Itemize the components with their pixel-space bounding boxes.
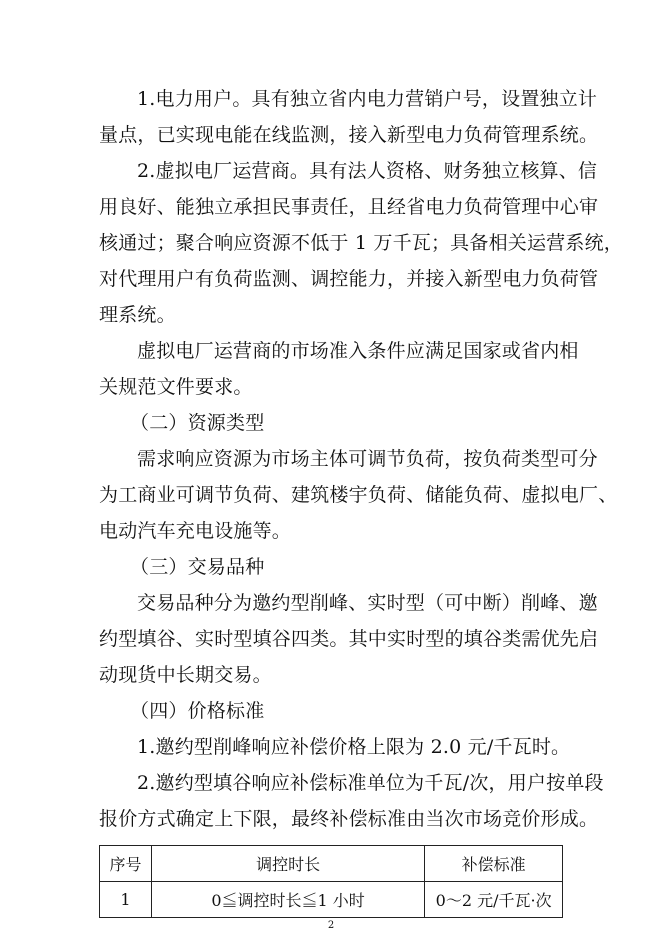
para-line: 2.虚拟电厂运营商。具有法人资格、财务独立核算、信 — [137, 160, 598, 182]
para-line: 对代理用户有负荷监测、调控能力，并接入新型电力负荷管 — [99, 268, 599, 290]
para-line: 用良好、能独立承担民事责任，且经省电力负荷管理中心审 — [99, 196, 599, 218]
table-header-cell: 调控时长 — [151, 846, 424, 882]
para-line: 量点，已实现电能在线监测，接入新型电力负荷管理系统。 — [99, 124, 599, 146]
table-cell: 1 — [100, 882, 152, 918]
page-number: 2 — [327, 920, 335, 931]
para-line: 需求响应资源为市场主体可调节负荷，按负荷类型可分 — [137, 448, 598, 470]
para-line: 2.邀约型填谷响应补偿标准单位为千瓦/次，用户按单段 — [137, 772, 604, 794]
para-line: 为工商业可调节负荷、建筑楼宇负荷、储能负荷、虚拟电厂、 — [99, 484, 618, 506]
para-line: 虚拟电厂运营商的市场准入条件应满足国家或省内相 — [137, 340, 579, 362]
table-row — [100, 882, 563, 918]
table-header-row — [100, 846, 563, 882]
table-cell: 0≦调控时长≦1 小时 — [151, 882, 424, 918]
para-line: 报价方式确定上下限，最终补偿标准由当次市场竞价形成。 — [99, 808, 599, 830]
para-line: 1.邀约型削峰响应补偿价格上限为 2.0 元/千瓦时。 — [137, 736, 571, 758]
compensation-table — [99, 845, 563, 918]
para-line: 关规范文件要求。 — [99, 376, 253, 398]
table-header-cell: 补偿标准 — [425, 846, 563, 882]
table-header-cell: 序号 — [100, 846, 152, 882]
para-line: 核通过；聚合响应资源不低于 1 万千瓦；具备相关运营系统， — [99, 232, 623, 254]
section-heading: （二）资源类型 — [130, 412, 265, 434]
para-line: 动现货中长期交易。 — [99, 664, 272, 686]
para-line: 交易品种分为邀约型削峰、实时型（可中断）削峰、邀 — [137, 592, 598, 614]
section-heading: （四）价格标准 — [130, 700, 265, 722]
para-line: 1.电力用户。具有独立省内电力营销户号，设置独立计 — [137, 88, 598, 110]
para-line: 电动汽车充电设施等。 — [99, 520, 292, 542]
table-cell: 0～2 元/千瓦·次 — [425, 882, 563, 918]
section-heading: （三）交易品种 — [130, 556, 265, 578]
para-line: 理系统。 — [99, 304, 176, 326]
para-line: 约型填谷、实时型填谷四类。其中实时型的填谷类需优先启 — [99, 628, 599, 650]
